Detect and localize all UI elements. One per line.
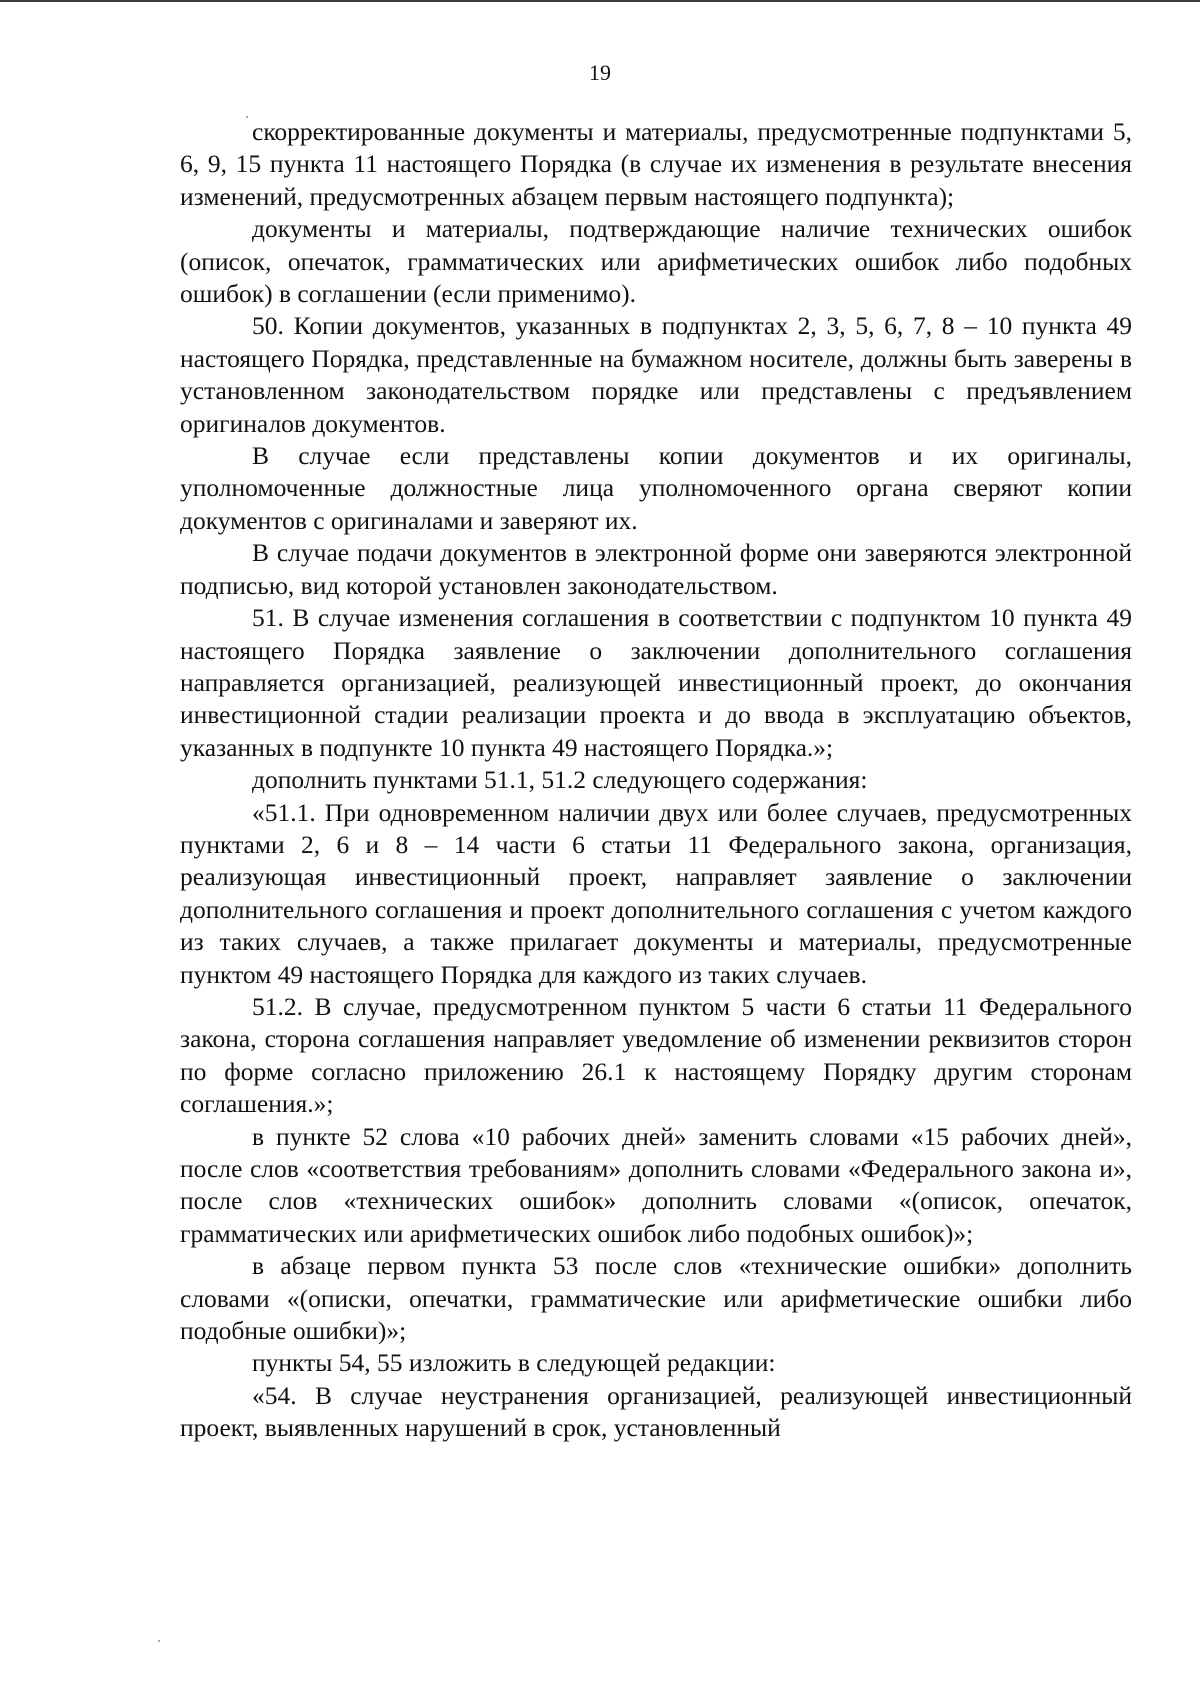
- scan-speck: [158, 1640, 160, 1642]
- paragraph-items-54-55-intro: пункты 54, 55 изложить в следующей редакции:: [252, 1348, 776, 1378]
- paragraph-item-50: 50. Копии документов, указанных в подпунктах 2, 3, 5, 6, 7, 8 – 10 пункта 49 настоящего Порядка, представленные на бумажном носителе, должны быть заверены в установленном законодательством порядке или представлены с предъявлением оригиналов документов.: [180, 311, 1132, 438]
- paragraph-copies-verification: В случае если представлены копии документов и их оригиналы, уполномоченные должностные лица уполномоченного органа сверяют копии документов с оригиналами и заверяют их.: [180, 441, 1132, 535]
- paragraph-item-51: 51. В случае изменения соглашения в соответствии с подпунктом 10 пункта 49 настоящего Порядка заявление о заключении дополнительного соглашения направляется организацией, реализующей инвестиционный проект, до окончания инвестиционной стадии реализации проекта и до ввода в эксплуатацию объектов, указанных в подпункте 10 пункта 49 настоящего Порядка.»;: [180, 603, 1132, 762]
- paragraph-item-53-amendment: в абзаце первом пункта 53 после слов «технические ошибки» дополнить словами «(описки, опечатки, грамматические или арифметические ошибки либо подобные ошибки)»;: [180, 1251, 1132, 1346]
- page-number: 19: [589, 60, 611, 85]
- document-body: [180, 116, 1132, 1445]
- paragraph-item-52-amendment: в пункте 52 слова «10 рабочих дней» заменить словами «15 рабочих дней», после слов «соответствия требованиям» дополнить словами «Федерального закона и», после слов «технических ошибок» дополнить словами «(описок, опечаток, грамматических или арифметических ошибок либо подобных ошибок)»;: [180, 1121, 1132, 1248]
- paragraph-item-51-2: 51.2. В случае, предусмотренном пунктом 5 части 6 статьи 11 Федерального закона, сторона соглашения направляет уведомление об изменении реквизитов сторон по форме согласно приложению 26.1 к настоящему Порядку другим сторонам соглашения.»;: [180, 991, 1132, 1119]
- paragraph-item-54: «54. В случае неустранения организацией, реализующей инвестиционный проект, выявленных нарушений в срок, установленный: [180, 1380, 1132, 1443]
- scan-top-edge: [0, 0, 1200, 2]
- scan-speck: [246, 116, 248, 118]
- paragraph-electronic-signature: В случае подачи документов в электронной форме они заверяются электронной подписью, вид которой установлен законодательством.: [180, 538, 1132, 600]
- paragraph-add-items-51-1-51-2: дополнить пунктами 51.1, 51.2 следующего содержания:: [252, 765, 868, 795]
- paragraph-technical-errors-documents: документы и материалы, подтверждающие наличие технических ошибок (описок, опечаток, грамматических или арифметических ошибок либо подобных ошибок) в соглашении (если применимо).: [180, 214, 1132, 309]
- paragraph-corrected-documents: скорректированные документы и материалы, предусмотренные подпунктами 5, 6, 9, 15 пункта 11 настоящего Порядка (в случае их изменения в результате внесения изменений, предусмотренных абзацем первым настоящего подпункта);: [180, 117, 1132, 211]
- paragraph-item-51-1: «51.1. При одновременном наличии двух или более случаев, предусмотренных пунктами 2, 6 и 8 – 14 части 6 статьи 11 Федерального закона, организация, реализующая инвестиционный проект, направляет заявление о заключении дополнительного соглашения и проект дополнительного соглашения с учетом каждого из таких случаев, а также прилагает документы и материалы, предусмотренные пунктом 49 настоящего Порядка для каждого из таких случаев.: [180, 797, 1132, 989]
